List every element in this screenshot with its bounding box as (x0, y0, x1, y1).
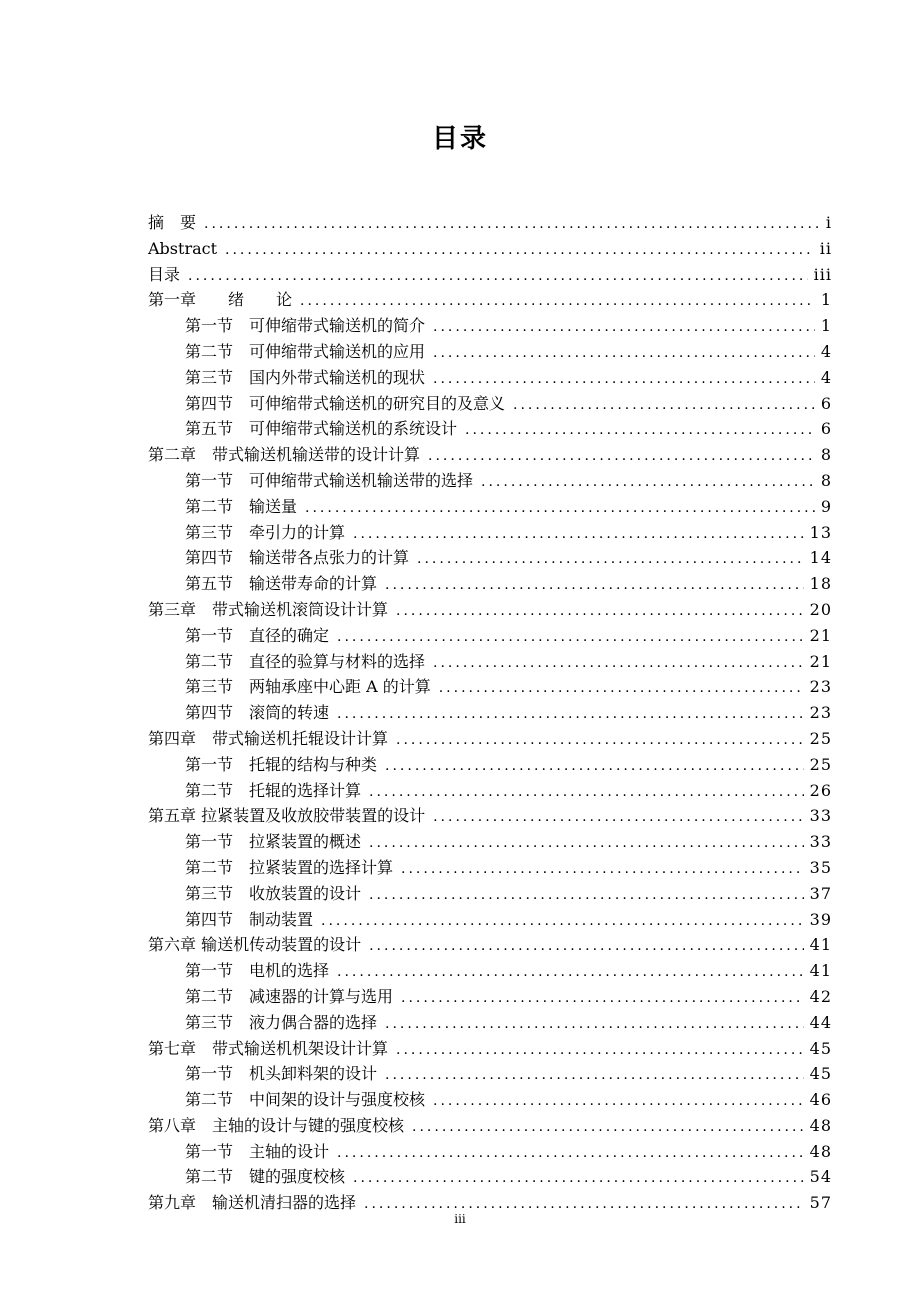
toc-entry-label: 第八章 主轴的设计与键的强度校核 (148, 1115, 405, 1135)
toc-entry-label: 第一节 托辊的结构与种类 (185, 754, 378, 774)
table-of-contents (148, 210, 832, 1216)
toc-section-entry[interactable] (148, 391, 832, 417)
toc-section-entry[interactable] (148, 1061, 832, 1087)
toc-entry-label: 第三节 收放装置的设计 (185, 883, 362, 903)
toc-entry-page-number: 8 (820, 445, 832, 465)
toc-dot-leader (481, 470, 815, 494)
toc-entry-label: 第四节 可伸缩带式输送机的研究目的及意义 (185, 393, 506, 413)
toc-entry-page-number: 45 (809, 1064, 832, 1084)
toc-entry-page-number: 20 (809, 599, 832, 619)
toc-dot-leader (385, 573, 804, 597)
toc-entry-label: 第一节 拉紧装置的概述 (185, 832, 362, 852)
toc-entry-page-number: 57 (809, 1193, 832, 1213)
toc-entry-page-number: 39 (809, 909, 832, 929)
toc-dot-leader (300, 289, 815, 313)
toc-entry-page-number: 45 (809, 1038, 832, 1058)
toc-section-entry[interactable] (148, 313, 832, 339)
toc-entry-page-number: 48 (809, 1115, 832, 1135)
toc-entry-label: 第三节 两轴承座中心距 A 的计算 (185, 677, 431, 697)
toc-entry-page-number: 21 (809, 651, 832, 671)
toc-dot-leader (369, 934, 804, 958)
toc-chapter-entry[interactable] (148, 803, 832, 829)
toc-entry-label: 第九章 输送机清扫器的选择 (148, 1193, 357, 1213)
toc-section-entry[interactable] (148, 907, 832, 933)
toc-entry-label: 第四章 带式输送机托辊设计计算 (148, 728, 389, 748)
toc-section-entry[interactable] (148, 571, 832, 597)
toc-section-entry[interactable] (148, 339, 832, 365)
toc-section-entry[interactable] (148, 520, 832, 546)
toc-section-entry[interactable] (148, 778, 832, 804)
toc-dot-leader (513, 393, 815, 417)
toc-dot-leader (417, 547, 804, 571)
toc-chapter-entry[interactable] (148, 1036, 832, 1062)
toc-entry-page-number: 44 (809, 1012, 832, 1032)
toc-entry-label: 目录 (148, 264, 181, 284)
toc-section-entry[interactable] (148, 468, 832, 494)
toc-entry-page-number: 23 (809, 677, 832, 697)
toc-section-entry[interactable] (148, 984, 832, 1010)
toc-chapter-entry[interactable] (148, 287, 832, 313)
toc-entry-label: 第二节 直径的验算与材料的选择 (185, 651, 426, 671)
toc-entry-page-number: 42 (809, 986, 832, 1006)
toc-entry-page-number: 1 (820, 290, 832, 310)
toc-entry-label: 第二节 减速器的计算与选用 (185, 986, 394, 1006)
toc-dot-leader (369, 831, 804, 855)
toc-dot-leader (353, 522, 804, 546)
toc-section-entry[interactable] (148, 1139, 832, 1165)
toc-section-entry[interactable] (148, 1087, 832, 1113)
page-title: 目录 (431, 124, 488, 154)
toc-section-entry[interactable] (148, 494, 832, 520)
toc-entry-page-number: 33 (809, 832, 832, 852)
toc-entry-page-number: 41 (809, 961, 832, 981)
toc-dot-leader (433, 1089, 804, 1113)
toc-dot-leader (401, 857, 804, 881)
toc-entry-page-number: 4 (820, 341, 832, 361)
toc-entry-page-number: 48 (809, 1141, 832, 1161)
toc-dot-leader (433, 651, 804, 675)
toc-entry-page-number: 54 (809, 1167, 832, 1187)
toc-dot-leader (396, 728, 804, 752)
toc-entry-label: 第三章 带式输送机滚筒设计计算 (148, 599, 389, 619)
toc-dot-leader (385, 1012, 804, 1036)
toc-dot-leader (433, 341, 815, 365)
toc-chapter-entry[interactable] (148, 1113, 832, 1139)
toc-section-entry[interactable] (148, 674, 832, 700)
toc-dot-leader (465, 418, 815, 442)
toc-entry-page-number: 41 (809, 935, 832, 955)
toc-entry-page-number: 37 (809, 883, 832, 903)
toc-entry-label: 第二节 可伸缩带式输送机的应用 (185, 341, 426, 361)
toc-entry-label: 第一节 直径的确定 (185, 625, 330, 645)
toc-chapter-entry[interactable] (148, 726, 832, 752)
toc-section-entry[interactable] (148, 855, 832, 881)
toc-section-entry[interactable] (148, 545, 832, 571)
toc-dot-leader (337, 960, 804, 984)
toc-entry-label: 第四节 输送带各点张力的计算 (185, 548, 410, 568)
toc-dot-leader (225, 238, 814, 262)
toc-entry-page-number: 25 (809, 754, 832, 774)
toc-dot-leader (321, 909, 804, 933)
toc-entry-label: 第一节 可伸缩带式输送机的简介 (185, 316, 426, 336)
toc-entry-page-number: 26 (809, 780, 832, 800)
toc-entry-page-number: 9 (820, 496, 832, 516)
toc-entry-label: 第一章 绪 论 (148, 290, 293, 310)
toc-dot-leader (433, 805, 804, 829)
toc-entry-page-number: 14 (809, 548, 832, 568)
toc-entry-page-number: 18 (809, 574, 832, 594)
toc-dot-leader (396, 599, 804, 623)
toc-entry-page-number: 8 (820, 470, 832, 490)
toc-entry-page-number: 33 (809, 806, 832, 826)
toc-section-entry[interactable] (148, 700, 832, 726)
toc-chapter-entry[interactable] (148, 932, 832, 958)
toc-dot-leader (204, 212, 820, 236)
toc-dot-leader (433, 367, 815, 391)
toc-dot-leader (385, 754, 804, 778)
toc-entry-page-number: 23 (809, 703, 832, 723)
toc-entry-page-number: 21 (809, 625, 832, 645)
toc-section-entry[interactable] (148, 1010, 832, 1036)
toc-section-entry[interactable] (148, 881, 832, 907)
toc-entry-label: 第三节 牵引力的计算 (185, 522, 346, 542)
toc-dot-leader (396, 1038, 804, 1062)
toc-entry-label: Abstract (148, 238, 218, 258)
toc-chapter-entry[interactable] (148, 236, 832, 262)
toc-entry-page-number: i (825, 213, 832, 232)
toc-entry-page-number: 6 (820, 419, 832, 439)
toc-entry-page-number: 4 (820, 367, 832, 387)
toc-dot-leader (305, 496, 815, 520)
toc-dot-leader (188, 264, 808, 288)
toc-chapter-entry[interactable] (148, 442, 832, 468)
toc-dot-leader (428, 444, 815, 468)
page-number-footer: iii (454, 1212, 466, 1226)
toc-dot-leader (369, 780, 804, 804)
toc-dot-leader (433, 315, 815, 339)
toc-dot-leader (337, 625, 804, 649)
toc-entry-label: 第五节 输送带寿命的计算 (185, 574, 378, 594)
toc-entry-page-number: iii (813, 264, 832, 284)
toc-entry-label: 第一节 机头卸料架的设计 (185, 1064, 378, 1084)
toc-entry-page-number: 1 (820, 316, 832, 336)
toc-entry-label: 第七章 带式输送机机架设计计算 (148, 1038, 389, 1058)
toc-section-entry[interactable] (148, 623, 832, 649)
toc-chapter-entry[interactable] (148, 262, 832, 288)
toc-entry-label: 第六章 输送机传动装置的设计 (148, 935, 362, 955)
toc-dot-leader (439, 676, 804, 700)
toc-dot-leader (337, 702, 804, 726)
toc-entry-label: 第五节 可伸缩带式输送机的系统设计 (185, 419, 458, 439)
toc-entry-page-number: 35 (809, 857, 832, 877)
toc-section-entry[interactable] (148, 829, 832, 855)
toc-entry-page-number: 46 (809, 1090, 832, 1110)
toc-section-entry[interactable] (148, 649, 832, 675)
toc-dot-leader (337, 1141, 804, 1165)
toc-entry-label: 第四节 制动装置 (185, 909, 314, 929)
toc-entry-page-number: 13 (809, 522, 832, 542)
toc-section-entry[interactable] (148, 1164, 832, 1190)
toc-dot-leader (412, 1115, 804, 1139)
toc-section-entry[interactable] (148, 958, 832, 984)
toc-entry-label: 第一节 主轴的设计 (185, 1141, 330, 1161)
toc-chapter-entry[interactable] (148, 210, 832, 236)
toc-chapter-entry[interactable] (148, 597, 832, 623)
toc-entry-label: 第一节 可伸缩带式输送机输送带的选择 (185, 470, 474, 490)
toc-entry-page-number: 25 (809, 728, 832, 748)
toc-entry-label: 第五章 拉紧装置及收放胶带装置的设计 (148, 806, 426, 826)
toc-dot-leader (385, 1063, 804, 1087)
toc-entry-label: 第二节 键的强度校核 (185, 1167, 346, 1187)
toc-entry-page-number: 6 (820, 393, 832, 413)
toc-entry-label: 第三节 液力偶合器的选择 (185, 1012, 378, 1032)
toc-entry-label: 摘 要 (148, 213, 197, 232)
toc-entry-label: 第二节 输送量 (185, 496, 298, 516)
toc-entry-label: 第二节 拉紧装置的选择计算 (185, 857, 394, 877)
toc-dot-leader (401, 986, 804, 1010)
toc-entry-label: 第四节 滚筒的转速 (185, 703, 330, 723)
toc-entry-label: 第二节 托辊的选择计算 (185, 780, 362, 800)
toc-entry-label: 第一节 电机的选择 (185, 961, 330, 981)
toc-dot-leader (369, 883, 804, 907)
toc-section-entry[interactable] (148, 416, 832, 442)
toc-entry-label: 第三节 国内外带式输送机的现状 (185, 367, 426, 387)
toc-section-entry[interactable] (148, 365, 832, 391)
toc-section-entry[interactable] (148, 752, 832, 778)
toc-dot-leader (353, 1166, 804, 1190)
toc-entry-label: 第二节 中间架的设计与强度校核 (185, 1090, 426, 1110)
toc-entry-label: 第二章 带式输送机输送带的设计计算 (148, 445, 421, 465)
toc-entry-page-number: ii (819, 238, 832, 258)
